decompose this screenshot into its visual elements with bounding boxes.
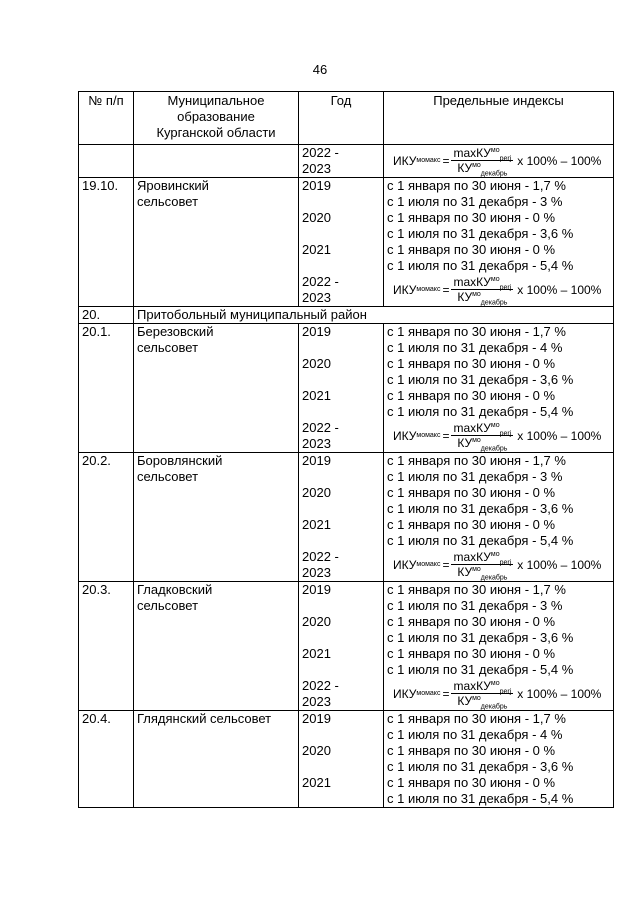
formula-eq: = xyxy=(442,429,450,443)
index-period: с 1 января по 30 июня - 1,7 % xyxy=(387,453,566,468)
row-number: 20.4. xyxy=(79,711,134,808)
row-number: 20.2. xyxy=(79,453,134,582)
header-num: № п/п xyxy=(79,92,134,145)
municipality-cell xyxy=(134,178,299,307)
formula-num-text: maxКУ xyxy=(453,146,491,160)
year-cell xyxy=(299,453,384,582)
formula-num-sub: perj xyxy=(499,688,512,696)
formula-den-sup: мо xyxy=(472,566,481,573)
formula-num-sub: perj xyxy=(499,430,512,438)
header-indices: Предельные индексы xyxy=(384,92,614,145)
formula-den-text: КУ xyxy=(457,161,473,175)
row-number: 20.1. xyxy=(79,324,134,453)
index-period: с 1 июля по 31 декабря - 4 % xyxy=(387,727,563,742)
year-value: 2021 xyxy=(302,242,331,257)
year-value: 2020 xyxy=(302,614,331,629)
year-value: 2020 xyxy=(302,356,331,371)
year-gap xyxy=(302,759,383,775)
index-period: с 1 июля по 31 декабря - 3 % xyxy=(387,598,563,613)
formula-lhs: ИКУ xyxy=(393,558,417,572)
formula-num-text: maxКУ xyxy=(453,550,491,564)
formula-tail: x 100% – 100% xyxy=(517,154,602,168)
formula-tail: x 100% – 100% xyxy=(517,429,602,443)
district-title: Притобольный муниципальный район xyxy=(134,307,614,324)
formula-num-sub: perj xyxy=(499,559,512,567)
year-value: 2020 xyxy=(302,210,331,225)
formula-num-sup: мо xyxy=(490,551,500,558)
year-value: 2022 - xyxy=(302,549,339,564)
formula-denominator xyxy=(455,436,509,453)
year-gap xyxy=(302,340,383,356)
formula-den-sub: декабрь xyxy=(480,170,508,178)
year-gap xyxy=(302,404,383,420)
index-period: с 1 января по 30 июня - 0 % xyxy=(387,614,556,629)
year-gap xyxy=(302,791,383,807)
municipality-name-line: Березовский xyxy=(137,324,214,339)
index-period: с 1 января по 30 июня - 0 % xyxy=(387,517,556,532)
header-year: Год xyxy=(299,92,384,145)
formula-num-text: maxКУ xyxy=(453,421,491,435)
formula: ИКУ мо макс = $\frac{\max КУ^{мо}_{perj}}{КУ^{мо}_{декабрь}}$ x 100% – 100% xyxy=(393,146,602,178)
formula-fraction xyxy=(451,275,513,307)
year-value: 2021 xyxy=(302,517,331,532)
formula-den-sub: декабрь xyxy=(480,703,508,711)
formula-eq: = xyxy=(442,687,450,701)
formula-denominator xyxy=(455,161,509,178)
year-cell xyxy=(299,145,384,178)
index-period: с 1 июля по 31 декабря - 5,4 % xyxy=(387,258,574,273)
formula-den-sup: мо xyxy=(472,291,481,298)
table-header-row xyxy=(79,92,614,145)
row-number: 20. xyxy=(79,307,134,324)
formula-den-sup: мо xyxy=(472,162,481,169)
index-period: с 1 января по 30 июня - 0 % xyxy=(387,388,556,403)
index-period: с 1 января по 30 июня - 1,7 % xyxy=(387,324,566,339)
index-period: с 1 июля по 31 декабря - 3,6 % xyxy=(387,630,574,645)
formula-denominator xyxy=(455,290,509,307)
municipality-name-line: сельсовет xyxy=(137,194,199,209)
formula-den-text: КУ xyxy=(457,565,473,579)
index-period: с 1 июля по 31 декабря - 5,4 % xyxy=(387,404,574,419)
table-row xyxy=(79,178,614,307)
formula-lhs: ИКУ xyxy=(393,687,417,701)
indices-cell xyxy=(384,711,614,808)
header-municipality-line: Муниципальное xyxy=(167,93,265,108)
index-period: с 1 января по 30 июня - 0 % xyxy=(387,775,556,790)
year-value: 2021 xyxy=(302,388,331,403)
index-period: с 1 января по 30 июня - 1,7 % xyxy=(387,178,566,193)
formula: ИКУ мо макс = $\frac{\max КУ^{мо}_{perj}}{КУ^{мо}_{декабрь}}$ x 100% – 100% xyxy=(393,421,602,453)
year-value: 2023 xyxy=(302,290,331,305)
index-period: с 1 июля по 31 декабря - 3,6 % xyxy=(387,759,574,774)
year-cell xyxy=(299,324,384,453)
formula-num-sub: perj xyxy=(499,284,512,292)
indices-cell xyxy=(384,178,614,307)
table-row xyxy=(79,582,614,711)
index-period: с 1 июля по 31 декабря - 5,4 % xyxy=(387,662,574,677)
year-value: 2022 - xyxy=(302,420,339,435)
year-value: 2020 xyxy=(302,743,331,758)
formula-numerator xyxy=(451,422,513,436)
index-period: с 1 января по 30 июня - 1,7 % xyxy=(387,711,566,726)
row-number: 20.3. xyxy=(79,582,134,711)
formula: ИКУ мо макс = $\frac{\max КУ^{мо}_{perj}}{КУ^{мо}_{декабрь}}$ x 100% – 100% xyxy=(393,275,602,307)
header-municipality xyxy=(134,92,299,145)
year-value: 2019 xyxy=(302,324,331,339)
formula-den-sub: декабрь xyxy=(480,445,508,453)
index-period: с 1 января по 30 июня - 0 % xyxy=(387,485,556,500)
formula-num-sup: мо xyxy=(490,147,500,154)
row-number: 19.10. xyxy=(79,178,134,307)
municipality-cell xyxy=(134,324,299,453)
year-value: 2019 xyxy=(302,711,331,726)
year-gap xyxy=(302,226,383,242)
year-gap xyxy=(302,501,383,517)
formula-eq: = xyxy=(442,154,450,168)
year-value: 2019 xyxy=(302,178,331,193)
formula-den-sub: декабрь xyxy=(480,574,508,582)
formula-num-sub: perj xyxy=(499,155,512,163)
year-value: 2023 xyxy=(302,436,331,451)
formula-num-text: maxКУ xyxy=(453,679,491,693)
index-period: с 1 июля по 31 декабря - 3,6 % xyxy=(387,226,574,241)
year-value: 2023 xyxy=(302,161,331,176)
formula-numerator xyxy=(451,551,513,565)
formula-lhs: ИКУ xyxy=(393,283,417,297)
year-value: 2022 - xyxy=(302,274,339,289)
index-period: с 1 июля по 31 декабря - 5,4 % xyxy=(387,533,574,548)
table-row xyxy=(79,145,614,178)
formula-denominator xyxy=(455,565,509,582)
municipality-cell xyxy=(134,582,299,711)
year-cell xyxy=(299,178,384,307)
year-value: 2021 xyxy=(302,646,331,661)
year-value: 2022 - xyxy=(302,145,339,160)
formula-den-sub: декабрь xyxy=(480,299,508,307)
index-period: с 1 июля по 31 декабря - 3 % xyxy=(387,194,563,209)
formula-num-text: maxКУ xyxy=(453,275,491,289)
formula-den-text: КУ xyxy=(457,436,473,450)
year-value: 2019 xyxy=(302,582,331,597)
year-value: 2022 - xyxy=(302,678,339,693)
header-municipality-line: образование xyxy=(177,109,255,124)
municipality-name-line: Боровлянский xyxy=(137,453,223,468)
formula-den-text: КУ xyxy=(457,694,473,708)
year-gap xyxy=(302,194,383,210)
formula-eq: = xyxy=(442,558,450,572)
year-cell xyxy=(299,711,384,808)
municipality-name-line: сельсовет xyxy=(137,340,199,355)
formula-tail: x 100% – 100% xyxy=(517,558,602,572)
indices-table xyxy=(78,91,614,808)
formula-numerator xyxy=(451,147,513,161)
year-gap xyxy=(302,469,383,485)
row-number xyxy=(79,145,134,178)
formula: ИКУ мо макс = $\frac{\max КУ^{мо}_{perj}}{КУ^{мо}_{декабрь}}$ x 100% – 100% xyxy=(393,679,602,711)
index-period: с 1 июля по 31 декабря - 4 % xyxy=(387,340,563,355)
formula-eq: = xyxy=(442,283,450,297)
table-row xyxy=(79,324,614,453)
table-body xyxy=(79,145,614,808)
year-value: 2020 xyxy=(302,485,331,500)
header-municipality-line: Курганской области xyxy=(156,125,276,140)
formula-den-sup: мо xyxy=(472,695,481,702)
year-value: 2023 xyxy=(302,694,331,709)
index-period: с 1 января по 30 июня - 0 % xyxy=(387,242,556,257)
table-row xyxy=(79,307,614,324)
municipality-name-line: сельсовет xyxy=(137,598,199,613)
formula-denominator xyxy=(455,694,509,711)
table-row xyxy=(79,711,614,808)
year-gap xyxy=(302,727,383,743)
index-period: с 1 июля по 31 декабря - 5,4 % xyxy=(387,791,574,806)
municipality-name-line: Яровинский xyxy=(137,178,209,193)
formula-lhs: ИКУ xyxy=(393,154,417,168)
indices-cell xyxy=(384,324,614,453)
formula-numerator xyxy=(451,680,513,694)
index-period: с 1 января по 30 июня - 0 % xyxy=(387,743,556,758)
index-period: с 1 января по 30 июня - 1,7 % xyxy=(387,582,566,597)
municipality-cell xyxy=(134,711,299,808)
formula-num-sup: мо xyxy=(490,276,500,283)
table-row xyxy=(79,453,614,582)
year-value: 2021 xyxy=(302,775,331,790)
year-cell xyxy=(299,582,384,711)
index-period: с 1 января по 30 июня - 0 % xyxy=(387,210,556,225)
year-gap xyxy=(302,662,383,678)
formula: ИКУ мо макс = $\frac{\max КУ^{мо}_{perj}}{КУ^{мо}_{декабрь}}$ x 100% – 100% xyxy=(393,550,602,582)
index-period: с 1 июля по 31 декабря - 3,6 % xyxy=(387,372,574,387)
indices-cell xyxy=(384,145,614,178)
year-gap xyxy=(302,258,383,274)
formula-den-text: КУ xyxy=(457,290,473,304)
year-gap xyxy=(302,533,383,549)
year-gap xyxy=(302,598,383,614)
index-period: с 1 января по 30 июня - 0 % xyxy=(387,646,556,661)
index-period: с 1 июля по 31 декабря - 3 % xyxy=(387,469,563,484)
indices-cell xyxy=(384,582,614,711)
municipality-name-line: сельсовет xyxy=(137,469,199,484)
municipality-name-line: Гладковский xyxy=(137,582,213,597)
formula-fraction xyxy=(451,679,513,711)
formula-tail: x 100% – 100% xyxy=(517,283,602,297)
year-value: 2023 xyxy=(302,565,331,580)
formula-fraction xyxy=(451,550,513,582)
formula-lhs: ИКУ xyxy=(393,429,417,443)
year-gap xyxy=(302,630,383,646)
formula-fraction xyxy=(451,146,513,178)
formula-tail: x 100% – 100% xyxy=(517,687,602,701)
year-gap xyxy=(302,372,383,388)
formula-fraction xyxy=(451,421,513,453)
municipality-cell xyxy=(134,453,299,582)
formula-numerator xyxy=(451,276,513,290)
formula-num-sup: мо xyxy=(490,680,500,687)
indices-cell xyxy=(384,453,614,582)
formula-den-sup: мо xyxy=(472,437,481,444)
municipality-cell xyxy=(134,145,299,178)
formula-num-sup: мо xyxy=(490,422,500,429)
year-value: 2019 xyxy=(302,453,331,468)
municipality-name-line: Глядянский сельсовет xyxy=(137,711,272,726)
index-period: с 1 июля по 31 декабря - 3,6 % xyxy=(387,501,574,516)
page-number: 46 xyxy=(312,62,328,77)
index-period: с 1 января по 30 июня - 0 % xyxy=(387,356,556,371)
